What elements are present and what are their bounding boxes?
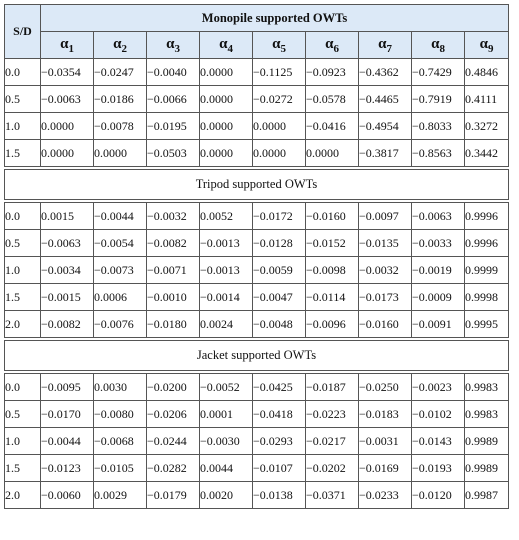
coefficient-cell: −0.0143 [412, 428, 465, 455]
coefficient-cell: −0.0195 [147, 113, 200, 140]
section-title: Jacket supported OWTs [5, 339, 509, 372]
sd-cell: 1.5 [5, 284, 41, 311]
alpha-symbol: α [113, 35, 122, 52]
coefficient-cell: 0.9995 [465, 311, 509, 340]
coefficient-cell: 0.9983 [465, 372, 509, 401]
coefficient-cell: 0.0015 [41, 201, 94, 230]
coefficient-cell: −0.0202 [306, 455, 359, 482]
table-row [5, 311, 509, 340]
coefficient-cell: −0.0183 [359, 401, 412, 428]
coefficient-cell: −0.0128 [253, 230, 306, 257]
coefficient-cell: −0.0923 [306, 59, 359, 86]
coefficient-cell: −0.0371 [306, 482, 359, 509]
coefficient-cell: 0.0044 [200, 455, 253, 482]
coefficient-cell: 0.0006 [94, 284, 147, 311]
sd-cell: 1.5 [5, 140, 41, 169]
coefficient-cell: −0.0023 [412, 372, 465, 401]
alpha-index: 7 [386, 42, 392, 55]
coefficient-cell: −0.0123 [41, 455, 94, 482]
coefficient-cell: −0.0013 [200, 257, 253, 284]
table-row [5, 455, 509, 482]
alpha-symbol: α [378, 35, 387, 52]
coefficient-cell: 0.0000 [253, 113, 306, 140]
coefficient-cell: −0.0160 [306, 201, 359, 230]
coefficient-cell: −0.0078 [94, 113, 147, 140]
coefficient-cell: 0.0052 [200, 201, 253, 230]
alpha-symbol: α [166, 35, 175, 52]
sd-cell: 0.0 [5, 372, 41, 401]
coefficient-cell: −0.0032 [147, 201, 200, 230]
coefficient-cell: −0.0102 [412, 401, 465, 428]
coefficient-cell: −0.0186 [94, 86, 147, 113]
table-row [5, 140, 509, 169]
sd-cell: 1.0 [5, 257, 41, 284]
coefficient-cell: 0.0000 [41, 113, 94, 140]
coefficient-cell: 0.3442 [465, 140, 509, 169]
coefficient-cell: −0.0223 [306, 401, 359, 428]
coefficient-cell: 0.0000 [200, 140, 253, 169]
table-row [5, 230, 509, 257]
coefficient-cell: 0.9996 [465, 230, 509, 257]
coefficient-cell: −0.8033 [412, 113, 465, 140]
coefficient-cell: −0.1125 [253, 59, 306, 86]
section-title: Tripod supported OWTs [5, 168, 509, 201]
coefficient-cell: −0.0173 [359, 284, 412, 311]
coefficient-cell: −0.0096 [306, 311, 359, 340]
coefficient-cell: −0.0010 [147, 284, 200, 311]
coefficient-cell: −0.4362 [359, 59, 412, 86]
coefficient-cell: −0.0247 [94, 59, 147, 86]
coefficient-cell: 0.0000 [41, 140, 94, 169]
coefficient-cell: −0.0107 [253, 455, 306, 482]
coefficient-cell: −0.0098 [306, 257, 359, 284]
coefficient-cell: 0.9983 [465, 401, 509, 428]
table-row [5, 113, 509, 140]
coefficient-cell: −0.0063 [412, 201, 465, 230]
alpha-index: 3 [174, 42, 180, 55]
coefficient-cell: 0.0030 [94, 372, 147, 401]
coefficient-cell: −0.0206 [147, 401, 200, 428]
coefficient-cell: 0.9999 [465, 257, 509, 284]
coefficient-cell: 0.9989 [465, 428, 509, 455]
table-row [5, 201, 509, 230]
sd-cell: 2.0 [5, 311, 41, 340]
coefficient-cell: 0.0000 [253, 140, 306, 169]
coefficient-cell: −0.0114 [306, 284, 359, 311]
coefficient-cell: −0.0172 [253, 201, 306, 230]
alpha-symbol: α [479, 35, 488, 52]
coefficient-cell: −0.0073 [94, 257, 147, 284]
coefficient-cell: −0.0200 [147, 372, 200, 401]
coefficient-cell: −0.0187 [306, 372, 359, 401]
table-body [5, 59, 509, 509]
coefficient-cell: 0.9989 [465, 455, 509, 482]
coefficient-cell: 0.4111 [465, 86, 509, 113]
alpha-index: 5 [280, 42, 286, 55]
alpha-2-header [94, 32, 147, 59]
coefficient-cell: −0.3817 [359, 140, 412, 169]
alpha-header-row [5, 32, 509, 59]
coefficient-cell: 0.9998 [465, 284, 509, 311]
coefficient-cell: −0.0066 [147, 86, 200, 113]
coefficient-cell: −0.0503 [147, 140, 200, 169]
sd-cell: 0.5 [5, 230, 41, 257]
coefficient-table-container [4, 4, 509, 509]
alpha-symbol: α [272, 35, 281, 52]
coefficient-cell: −0.0170 [41, 401, 94, 428]
monopile-group-header: Monopile supported OWTs [41, 5, 509, 32]
sd-cell: 1.0 [5, 113, 41, 140]
sd-cell: 1.0 [5, 428, 41, 455]
coefficient-cell: −0.0105 [94, 455, 147, 482]
coefficient-cell: −0.0120 [412, 482, 465, 509]
alpha-index: 9 [487, 42, 494, 55]
table-row [5, 284, 509, 311]
coefficient-cell: −0.4465 [359, 86, 412, 113]
section-header-row [5, 168, 509, 201]
coefficient-cell: −0.7919 [412, 86, 465, 113]
coefficient-cell: −0.0071 [147, 257, 200, 284]
coefficient-cell: −0.0082 [41, 311, 94, 340]
coefficient-cell: −0.0009 [412, 284, 465, 311]
coefficient-cell: −0.0044 [94, 201, 147, 230]
alpha-3-header [147, 32, 200, 59]
table-row [5, 401, 509, 428]
sd-cell: 0.5 [5, 401, 41, 428]
coefficient-cell: −0.0578 [306, 86, 359, 113]
coefficient-cell: 0.0000 [200, 59, 253, 86]
coefficient-cell: 0.4846 [465, 59, 509, 86]
alpha-index: 6 [333, 42, 339, 55]
sd-column-header: S/D [5, 5, 41, 59]
coefficient-cell: −0.0044 [41, 428, 94, 455]
coefficient-cell: −0.0080 [94, 401, 147, 428]
table-row [5, 482, 509, 509]
coefficient-cell: −0.7429 [412, 59, 465, 86]
sd-cell: 2.0 [5, 482, 41, 509]
coefficient-cell: −0.0032 [359, 257, 412, 284]
alpha-index: 2 [121, 42, 127, 55]
coefficient-cell: −0.0052 [200, 372, 253, 401]
coefficient-cell: −0.0180 [147, 311, 200, 340]
coefficient-cell: −0.0063 [41, 86, 94, 113]
coefficient-cell: −0.0169 [359, 455, 412, 482]
alpha-1-header [41, 32, 94, 59]
coefficient-cell: −0.0425 [253, 372, 306, 401]
table-row [5, 257, 509, 284]
coefficient-cell: −0.0082 [147, 230, 200, 257]
coefficient-cell: −0.0233 [359, 482, 412, 509]
coefficient-cell: 0.0029 [94, 482, 147, 509]
coefficient-cell: −0.0193 [412, 455, 465, 482]
sd-cell: 1.5 [5, 455, 41, 482]
coefficient-cell: −0.0030 [200, 428, 253, 455]
coefficient-cell: −0.0250 [359, 372, 412, 401]
alpha-9-header [465, 32, 509, 59]
alpha-index: 4 [227, 42, 233, 55]
coefficient-cell: −0.0179 [147, 482, 200, 509]
alpha-symbol: α [431, 35, 440, 52]
coefficient-cell: −0.0047 [253, 284, 306, 311]
coefficient-table [4, 4, 509, 509]
coefficient-cell: −0.0076 [94, 311, 147, 340]
alpha-index: 8 [439, 42, 445, 55]
coefficient-cell: −0.0015 [41, 284, 94, 311]
coefficient-cell: −0.0034 [41, 257, 94, 284]
alpha-5-header [253, 32, 306, 59]
alpha-symbol: α [60, 35, 69, 52]
coefficient-cell: −0.0272 [253, 86, 306, 113]
coefficient-cell: 0.0000 [94, 140, 147, 169]
coefficient-cell: −0.0160 [359, 311, 412, 340]
alpha-7-header [359, 32, 412, 59]
coefficient-cell: −0.0354 [41, 59, 94, 86]
alpha-4-header [200, 32, 253, 59]
coefficient-cell: −0.0091 [412, 311, 465, 340]
alpha-6-header [306, 32, 359, 59]
coefficient-cell: −0.0059 [253, 257, 306, 284]
alpha-index: 1 [68, 42, 74, 55]
coefficient-cell: 0.9996 [465, 201, 509, 230]
coefficient-cell: −0.0095 [41, 372, 94, 401]
coefficient-cell: 0.3272 [465, 113, 509, 140]
alpha-8-header [412, 32, 465, 59]
coefficient-cell: −0.0063 [41, 230, 94, 257]
coefficient-cell: −0.0033 [412, 230, 465, 257]
table-row [5, 86, 509, 113]
table-row [5, 372, 509, 401]
coefficient-cell: −0.0418 [253, 401, 306, 428]
coefficient-cell: −0.0293 [253, 428, 306, 455]
sd-cell: 0.5 [5, 86, 41, 113]
coefficient-cell: −0.0244 [147, 428, 200, 455]
coefficient-cell: −0.4954 [359, 113, 412, 140]
table-row [5, 428, 509, 455]
coefficient-cell: 0.0020 [200, 482, 253, 509]
coefficient-cell: −0.0013 [200, 230, 253, 257]
coefficient-cell: −0.0040 [147, 59, 200, 86]
coefficient-cell: −0.0135 [359, 230, 412, 257]
coefficient-cell: −0.0019 [412, 257, 465, 284]
coefficient-cell: −0.0217 [306, 428, 359, 455]
coefficient-cell: −0.0097 [359, 201, 412, 230]
coefficient-cell: 0.9987 [465, 482, 509, 509]
coefficient-cell: −0.0054 [94, 230, 147, 257]
table-row [5, 59, 509, 86]
coefficient-cell: −0.0152 [306, 230, 359, 257]
sd-cell: 0.0 [5, 59, 41, 86]
coefficient-cell: 0.0000 [200, 113, 253, 140]
coefficient-cell: −0.0060 [41, 482, 94, 509]
coefficient-cell: 0.0000 [306, 140, 359, 169]
table-header [5, 5, 509, 59]
coefficient-cell: −0.0031 [359, 428, 412, 455]
coefficient-cell: −0.0416 [306, 113, 359, 140]
coefficient-cell: −0.0282 [147, 455, 200, 482]
alpha-symbol: α [325, 35, 334, 52]
sd-cell: 0.0 [5, 201, 41, 230]
coefficient-cell: 0.0000 [200, 86, 253, 113]
coefficient-cell: 0.0001 [200, 401, 253, 428]
alpha-symbol: α [219, 35, 228, 52]
coefficient-cell: −0.8563 [412, 140, 465, 169]
coefficient-cell: −0.0138 [253, 482, 306, 509]
coefficient-cell: −0.0068 [94, 428, 147, 455]
coefficient-cell: 0.0024 [200, 311, 253, 340]
coefficient-cell: −0.0048 [253, 311, 306, 340]
section-header-row [5, 339, 509, 372]
coefficient-cell: −0.0014 [200, 284, 253, 311]
